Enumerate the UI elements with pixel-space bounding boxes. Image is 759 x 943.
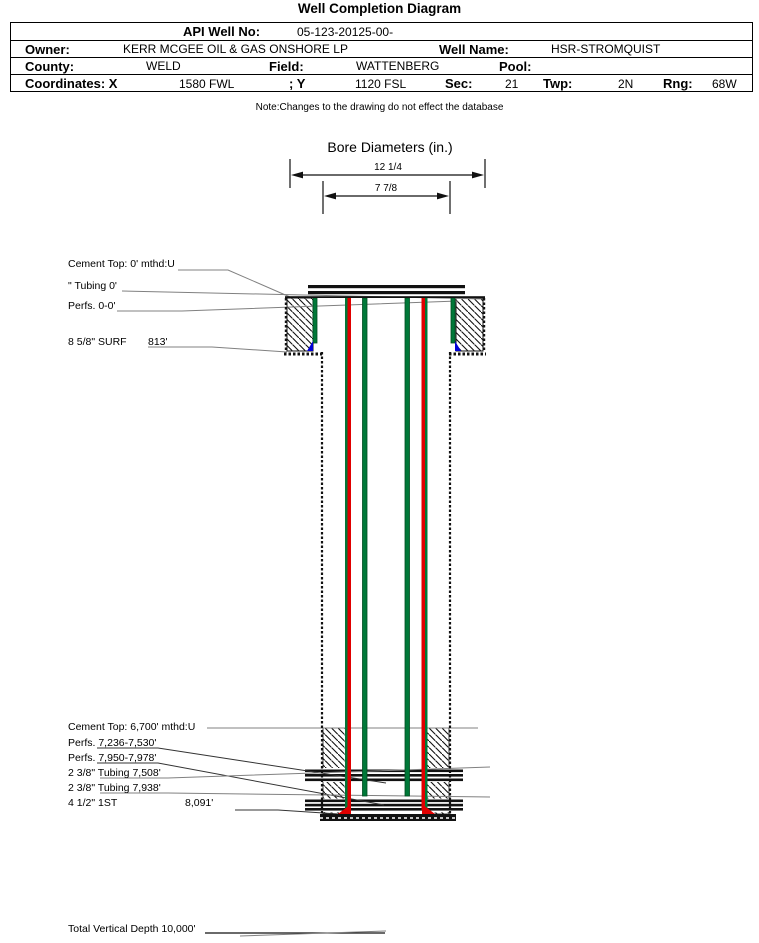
label-perfs-lower: Perfs. 7,950-7,978' bbox=[68, 752, 157, 764]
county-label: County: bbox=[25, 58, 75, 74]
surface-casing-wall-left bbox=[313, 298, 317, 343]
wellhead-top bbox=[285, 285, 485, 298]
band-line bbox=[305, 779, 463, 782]
band-line bbox=[305, 804, 463, 807]
arrow-left-icon bbox=[324, 193, 336, 200]
label-total-depth: Total Vertical Depth 10,000' bbox=[68, 923, 196, 935]
sec-label: Sec: bbox=[445, 76, 473, 91]
api-label: API Well No: bbox=[183, 24, 261, 39]
label-tubing-0: " Tubing 0' bbox=[68, 280, 117, 292]
label-prod-depth: 8,091' bbox=[185, 797, 214, 809]
tubing-string-left bbox=[363, 298, 368, 796]
label-prod-casing: 4 1/2" 1ST bbox=[68, 797, 118, 809]
production-casing-right bbox=[422, 298, 426, 810]
surface-line bbox=[285, 296, 485, 298]
api-value: 05-123-20125-00- bbox=[297, 24, 394, 39]
well-name-value: HSR-STROMQUIST bbox=[551, 42, 661, 56]
label-cement-top-6700: Cement Top: 6,700' mthd:U bbox=[68, 721, 196, 733]
well-name-label: Well Name: bbox=[439, 41, 509, 57]
page-title: Well Completion Diagram bbox=[297, 1, 462, 16]
band-line bbox=[305, 808, 463, 811]
label-surf-depth: 813' bbox=[148, 336, 168, 348]
surface-cement-right bbox=[456, 298, 483, 351]
pool-label: Pool: bbox=[499, 58, 532, 74]
liner-green-left bbox=[345, 298, 348, 810]
field-value: WATTENBERG bbox=[356, 59, 440, 73]
sec-value: 21 bbox=[505, 76, 519, 91]
borehole-walls bbox=[284, 298, 486, 818]
perf-band-upper bbox=[305, 768, 463, 782]
owner-label: Owner: bbox=[25, 41, 70, 57]
owner-value: KERR MCGEE OIL & GAS ONSHORE LP bbox=[123, 42, 348, 56]
coordinate-x-value: 1580 FWL bbox=[179, 76, 235, 91]
coordinate-y-value: 1120 FSL bbox=[355, 76, 407, 91]
bore-diameters-title: Bore Diameters (in.) bbox=[327, 139, 453, 155]
twp-value: 2N bbox=[618, 76, 634, 91]
coordinates-label: Coordinates: X bbox=[25, 76, 118, 91]
hanger-bar bbox=[308, 285, 465, 288]
label-perfs-0: Perfs. 0-0' bbox=[68, 300, 116, 312]
label-surf-casing: 8 5/8" SURF bbox=[68, 336, 127, 348]
leader-surf-casing bbox=[148, 347, 287, 352]
dim-inner-value: 7 7/8 bbox=[374, 183, 398, 194]
surface-casing-wall-right bbox=[451, 298, 455, 343]
tubing-string-right bbox=[405, 298, 410, 796]
rng-value: 68W bbox=[712, 76, 737, 91]
arrow-left-icon bbox=[291, 172, 303, 179]
liner-green-right bbox=[425, 298, 428, 810]
label-cement-top-0: Cement Top: 0' mthd:U bbox=[68, 258, 175, 270]
hanger-bar bbox=[308, 291, 465, 294]
label-perfs-upper: Perfs. 7,236-7,530' bbox=[68, 737, 157, 749]
county-value: WELD bbox=[146, 59, 181, 73]
perf-band-lower bbox=[305, 799, 463, 813]
well-bottom bbox=[320, 814, 456, 821]
label-tubing-upper: 2 3/8" Tubing 7,508' bbox=[68, 767, 161, 779]
rng-label: Rng: bbox=[663, 76, 693, 91]
twp-label: Twp: bbox=[543, 76, 573, 91]
database-note: Note:Changes to the drawing do not effect the database bbox=[255, 102, 504, 113]
coordinate-y-label: ; Y bbox=[289, 76, 306, 91]
field-label: Field: bbox=[269, 58, 304, 74]
production-casing-left bbox=[348, 298, 352, 810]
annotation-labels bbox=[68, 258, 213, 935]
arrow-right-icon bbox=[472, 172, 484, 179]
arrow-right-icon bbox=[437, 193, 449, 200]
dim-outer-value: 12 1/4 bbox=[374, 162, 402, 173]
label-tubing-lower: 2 3/8" Tubing 7,938' bbox=[68, 782, 161, 794]
band-line bbox=[305, 800, 463, 803]
